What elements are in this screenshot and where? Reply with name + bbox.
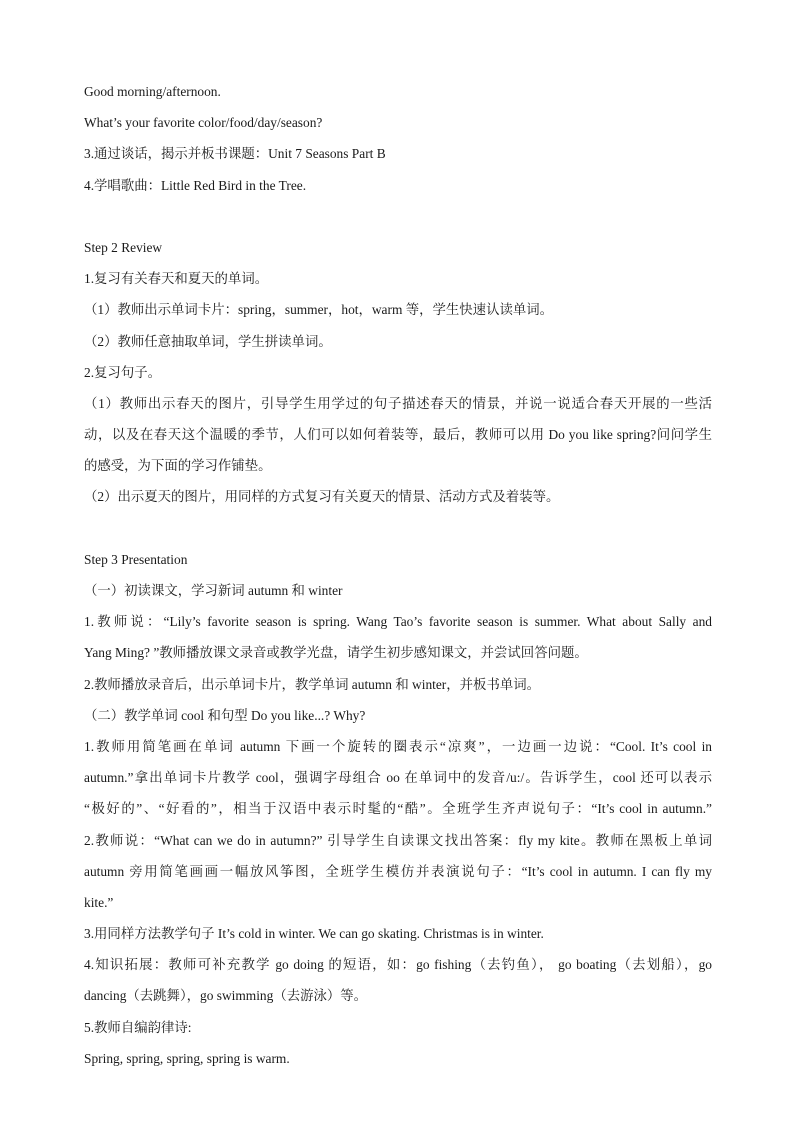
- text-line: （2）教师任意抽取单词，学生拼读单词。: [84, 333, 332, 349]
- text-line: （1）教师出示单词卡片：spring，summer，hot，warm 等，学生快速认读单词。: [84, 302, 554, 318]
- text-line: （1）教师出示春天的图片，引导学生用学过的句子描述春天的情景，并说一说适合春天开展的一些活: [84, 395, 712, 411]
- text-line: 动，以及在春天这个温暖的季节，人们可以如何着装等，最后，教师可以用 Do you like spring?问问学生: [84, 427, 712, 443]
- document-page: [84, 76, 712, 1074]
- blank-line: [84, 513, 712, 544]
- text-line: “极好的”、“好看的”，相当于汉语中表示时髦的“酷”。全班学生齐声说句子：“It’s cool in autumn.”: [84, 801, 712, 817]
- text-line: 3.通过谈话，揭示并板书课题：Unit 7 Seasons Part B: [84, 146, 386, 162]
- text-line: 1.教师说：“Lily’s favorite season is spring. Wang Tao’s favorite season is summer. What about Sally and: [84, 614, 712, 630]
- section-heading-review: Step 2 Review: [84, 239, 163, 255]
- text-line: 2.教师播放录音后，出示单词卡片，教学单词 autumn 和 winter，并板书单词。: [84, 676, 541, 692]
- text-line: Yang Ming? ”教师播放课文录音或教学光盘，请学生初步感知课文，并尝试回答问题。: [84, 645, 588, 661]
- text-line: 3.用同样方法教学句子 It’s cold in winter. We can go skating. Christmas is in winter.: [84, 926, 544, 942]
- text-line: 4.学唱歌曲：Little Red Bird in the Tree.: [84, 177, 307, 193]
- text-line: （一）初读课文，学习新词 autumn 和 winter: [84, 583, 343, 598]
- text-line: 1.复习有关春天和夏天的单词。: [84, 271, 269, 287]
- text-line: （二）教学单词 cool 和句型 Do you like...? Why?: [84, 707, 366, 723]
- text-line: kite.”: [84, 894, 114, 910]
- text-line: 2.复习句子。: [84, 364, 161, 380]
- text-line: 的感受，为下面的学习作铺垫。: [84, 458, 272, 474]
- text-line: autumn 旁用简笔画画一幅放风筝图，全班学生模仿并表演说句子：“It’s cool in autumn. I can fly my: [84, 863, 712, 879]
- text-line: （2）出示夏天的图片，用同样的方式复习有关夏天的情景、活动方式及着装等。: [84, 489, 560, 505]
- text-line: Spring, spring, spring, spring is warm.: [84, 1050, 290, 1066]
- section-heading-presentation: Step 3 Presentation: [84, 551, 188, 567]
- text-line: dancing（去跳舞），go swimming（去游泳）等。: [84, 988, 368, 1004]
- text-line: autumn.”拿出单词卡片教学 cool，强调字母组合 oo 在单词中的发音/u:/。告诉学生，cool 还可以表示: [84, 770, 712, 786]
- text-line: What’s your favorite color/food/day/season?: [84, 115, 323, 131]
- text-line: 1.教师用简笔画在单词 autumn 下画一个旋转的圈表示“凉爽”，一边画一边说：“Cool. It’s cool in: [84, 738, 712, 754]
- text-line: 5.教师自编韵律诗:: [84, 1019, 192, 1035]
- text-line: 2.教师说：“What can we do in autumn?” 引导学生自读课文找出答案：fly my kite。教师在黑板上单词: [84, 832, 712, 848]
- text-line: 4.知识拓展：教师可补充教学 go doing 的短语，如：go fishing（去钓鱼）， go boating（去划船），go: [84, 957, 712, 973]
- blank-line: [84, 201, 712, 232]
- text-line: Good morning/afternoon.: [84, 84, 221, 99]
